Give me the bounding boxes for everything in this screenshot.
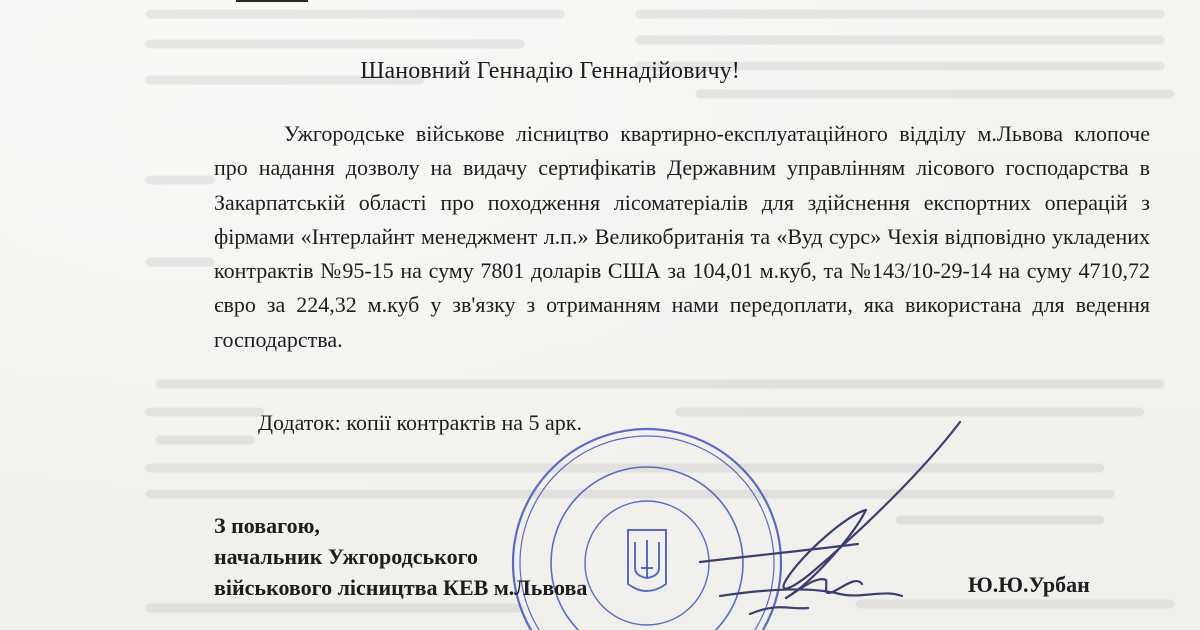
signer-name: Ю.Ю.Урбан: [968, 572, 1090, 597]
body-paragraph: Ужгородське військове лісництво квартирно-експлуатаційного відділу м.Львова клопоче про надання дозволу на видачу сертифікатів Державним управлінням лісового господарства в Закарпатській області про походження лісоматеріалів для здійснення експортних операцій з фірмами «Інтерлайнт менеджмент л.п.» Великобританія та «Вуд сурс» Чехія відповідно укладених контрактів №95-15 на суму 7801 доларів США за 104,01 м.куб, та №143/10-29-14 на суму 4710,72 євро за 224,32 м.куб у зв'язку з отриманням нами передоплати, яка використана для ведення господарства.: [214, 121, 1150, 352]
trident-emblem: [628, 530, 666, 591]
signer-organization: військового лісництва КЕВ м.Львова: [214, 575, 588, 600]
attachment-note: Додаток: копії контрактів на 5 арк.: [258, 410, 582, 435]
signature-block: [214, 510, 587, 603]
closing-phrase: З повагою,: [214, 513, 320, 538]
signer-position: начальник Ужгородського: [214, 544, 479, 569]
salutation: Шановний Геннадію Геннадійовичу!: [360, 58, 740, 84]
handwritten-signature: [690, 418, 1010, 630]
top-rule: [236, 0, 308, 2]
